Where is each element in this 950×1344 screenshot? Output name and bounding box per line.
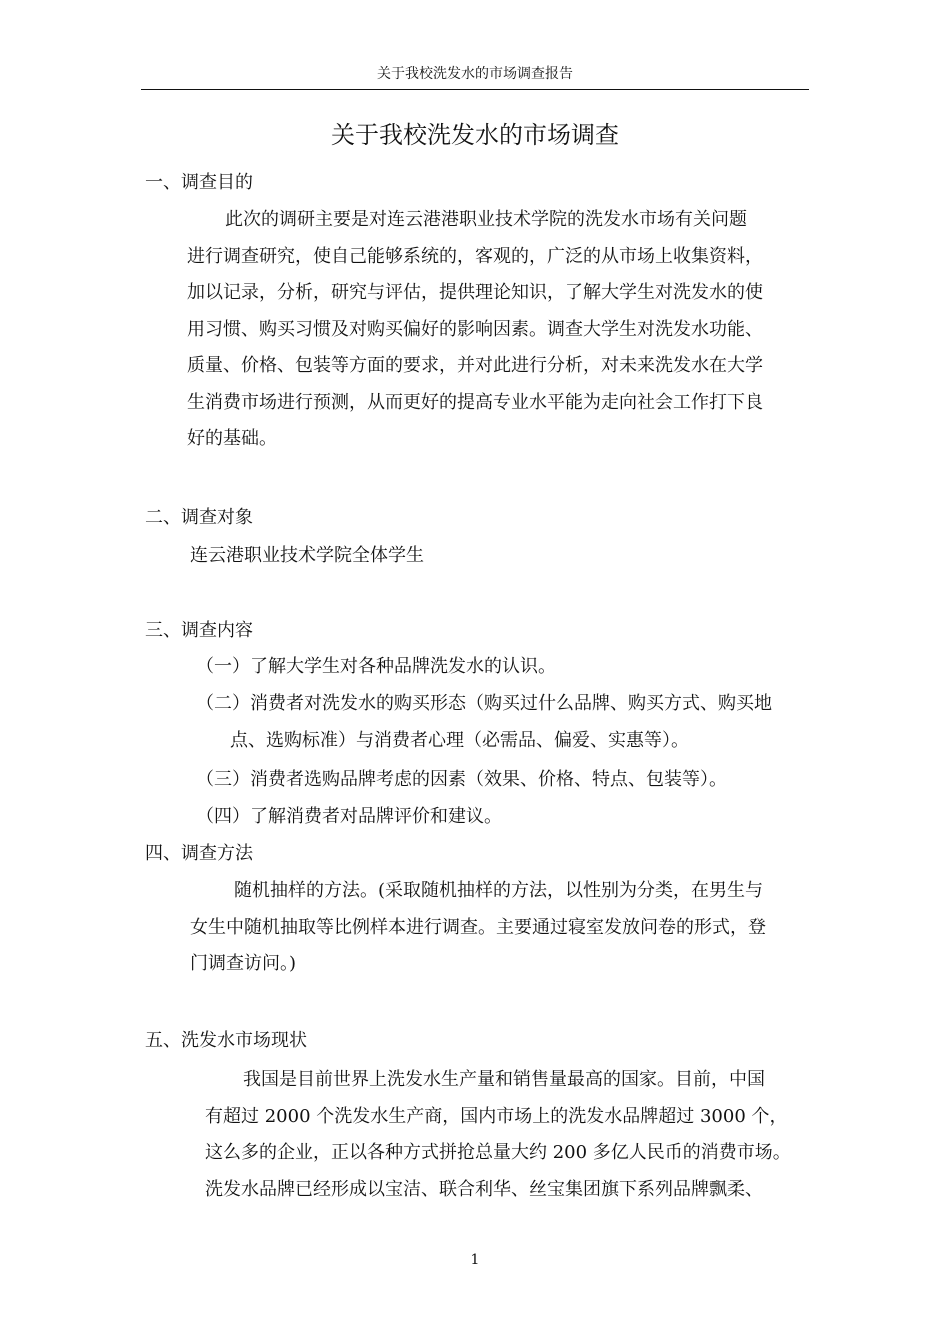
content-item-continuation: 点、选购标准）与消费者心理（必需品、偏爱、实惠等）。 <box>230 730 689 751</box>
paragraph-line: 我国是目前世界上洗发水生产量和销售量最高的国家。目前，中国 <box>243 1069 765 1090</box>
running-header: 关于我校洗发水的市场调查报告 <box>377 66 573 82</box>
content-item: （二）消费者对洗发水的购买形态（购买过什么品牌、购买方式、购买地 <box>196 693 772 714</box>
header-rule <box>141 89 809 90</box>
paragraph-line: 女生中随机抽取等比例样本进行调查。主要通过寝室发放问卷的形式，登 <box>190 916 766 938</box>
section-heading-content: 三、调查内容 <box>145 620 253 641</box>
section-heading-subjects: 二、调查对象 <box>145 507 253 528</box>
content-item: （一）了解大学生对各种品牌洗发水的认识。 <box>196 656 556 677</box>
content-item: （三）消费者选购品牌考虑的因素（效果、价格、特点、包装等）。 <box>196 769 727 790</box>
method-paragraph <box>190 873 802 983</box>
paragraph-line: 质量、价格、包装等方面的要求，并对此进行分析，对未来洗发水在大学 <box>187 355 763 376</box>
paragraph-line: 随机抽样的方法。(采取随机抽样的方法，以性别为分类，在男生与 <box>234 880 764 901</box>
subjects-paragraph <box>190 538 802 575</box>
section-heading-market-status: 五、洗发水市场现状 <box>145 1030 307 1051</box>
paragraph-line: 加以记录，分析，研究与评估，提供理论知识，了解大学生对洗发水的使 <box>187 282 763 303</box>
document-title: 关于我校洗发水的市场调查 <box>331 121 619 149</box>
paragraph-line: 用习惯、购买习惯及对购买偏好的影响因素。调查大学生对洗发水功能、 <box>187 318 763 340</box>
paragraph-line: 进行调查研究，使自己能够系统的，客观的，广泛的从市场上收集资料， <box>187 245 763 267</box>
section-heading-purpose: 一、调查目的 <box>145 172 253 193</box>
paragraph-line: 门调查访问。) <box>190 953 297 974</box>
paragraph-line: 洗发水品牌已经形成以宝洁、联合利华、丝宝集团旗下系列品牌飘柔、 <box>205 1178 763 1200</box>
paragraph-line: 连云港职业技术学院全体学生 <box>190 545 424 566</box>
paragraph-line: 有超过 2000 个洗发水生产商，国内市场上的洗发水品牌超过 3000 个， <box>205 1105 788 1127</box>
purpose-paragraph <box>187 202 799 458</box>
section-heading-method: 四、调查方法 <box>145 843 253 864</box>
page-number: 1 <box>470 1252 480 1268</box>
paragraph-line: 好的基础。 <box>187 428 277 449</box>
paragraph-line: 这么多的企业，正以各种方式拼抢总量大约 200 多亿人民币的消费市场。 <box>205 1142 791 1163</box>
market-status-paragraph <box>205 1062 805 1208</box>
paragraph-line: 生消费市场进行预测，从而更好的提高专业水平能为走向社会工作打下良 <box>187 391 763 413</box>
paragraph-line: 此次的调研主要是对连云港港职业技术学院的洗发水市场有关问题 <box>225 209 747 230</box>
content-item: （四）了解消费者对品牌评价和建议。 <box>196 806 502 827</box>
